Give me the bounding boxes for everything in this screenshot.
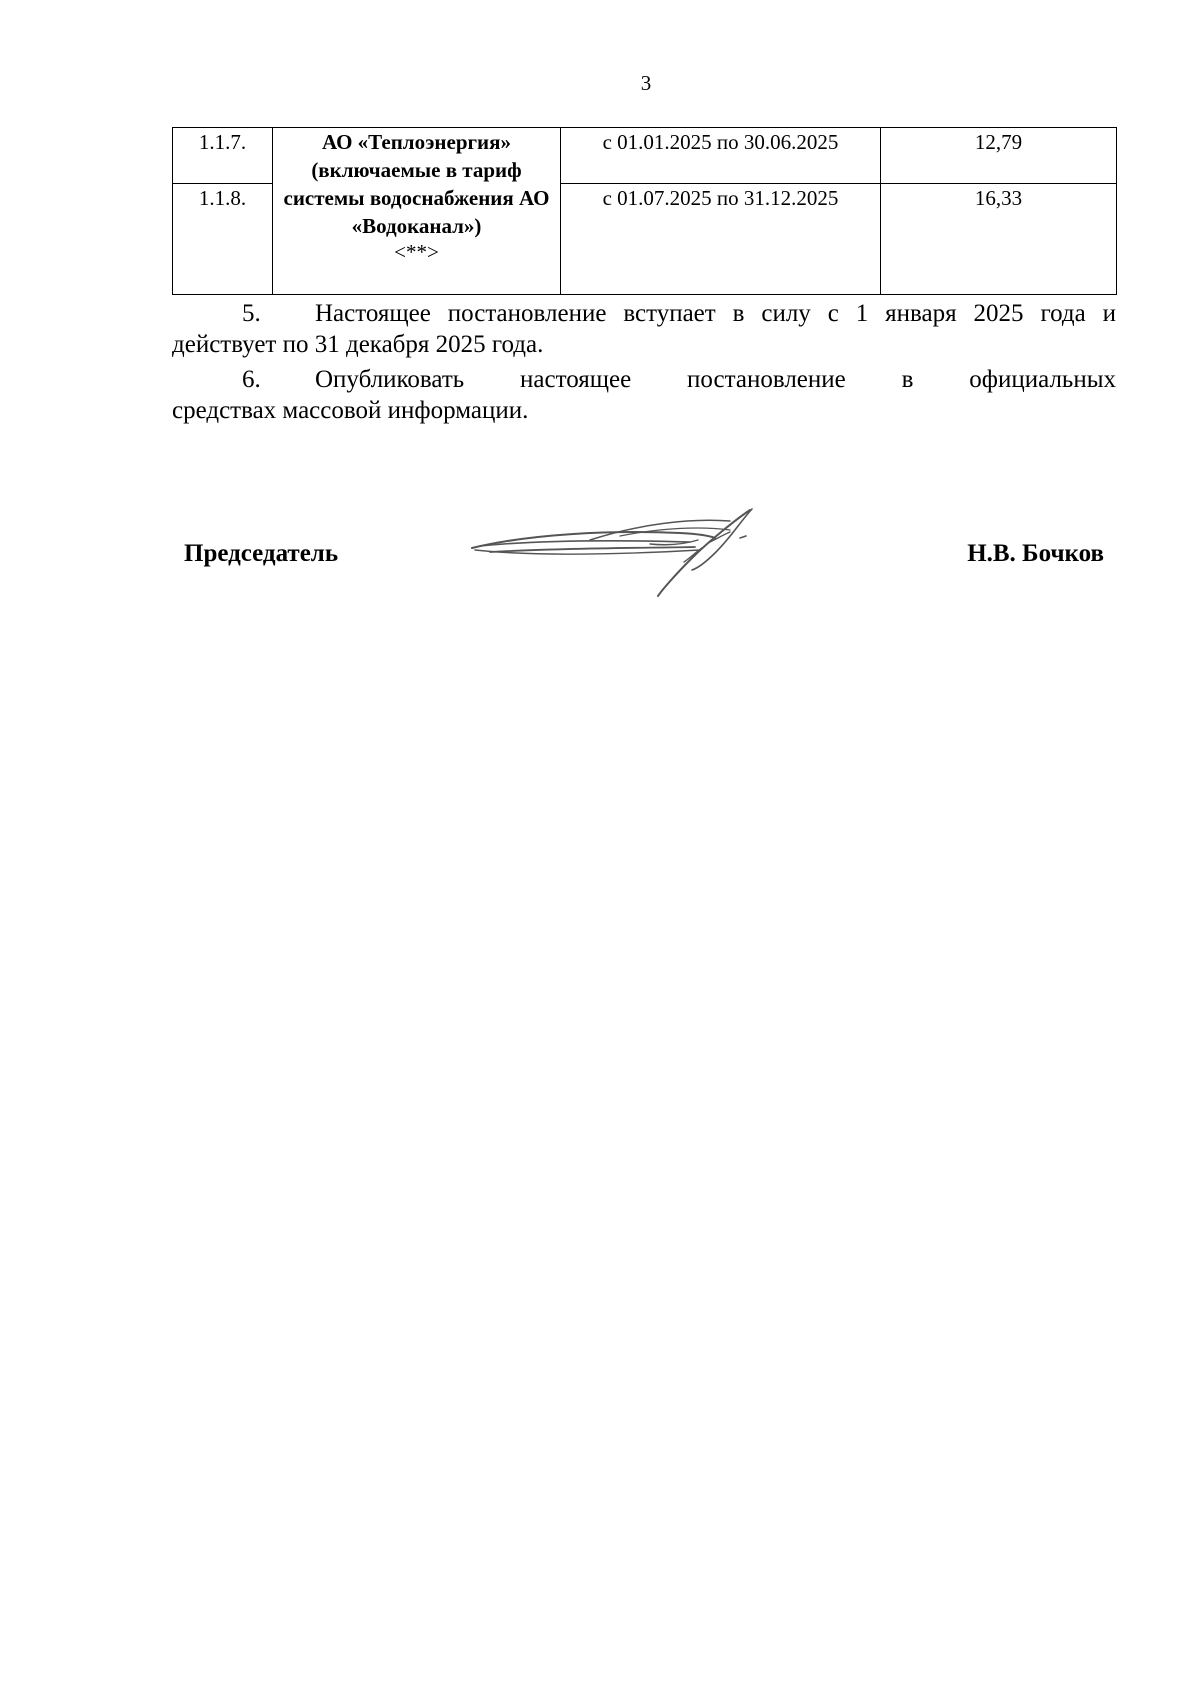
- tariff-value: 16,33: [881, 184, 1117, 295]
- clause-6: [172, 364, 1116, 426]
- clause-text-continued: средствах массовой информации.: [172, 397, 529, 424]
- signatory-position: Председатель: [184, 540, 339, 567]
- tariff-period: с 01.07.2025 по 31.12.2025: [561, 184, 881, 295]
- tariff-value: 12,79: [881, 128, 1117, 184]
- clause-first-line: [172, 298, 1116, 329]
- row-number: 1.1.8.: [173, 184, 273, 295]
- clause-number: 5.: [242, 300, 261, 327]
- organization-note: <**>: [394, 240, 439, 264]
- tariff-table: [172, 127, 1117, 295]
- clause-text: Опубликовать настоящее постановление в официальных: [315, 366, 1116, 393]
- clause-first-line: [172, 364, 1116, 395]
- clause-5: [172, 298, 1116, 360]
- organization-name: АО «Теплоэнергия» (включаемые в тариф системы водоснабжения АО «Водоканал»): [283, 130, 550, 238]
- clause-text-continued: действует по 31 декабря 2025 года.: [172, 331, 544, 358]
- organization-cell: [273, 128, 561, 295]
- signatory-name: Н.В. Бочков: [967, 540, 1104, 567]
- handwritten-signature: [470, 500, 790, 600]
- clause-number: 6.: [242, 366, 261, 393]
- clause-text: Настоящее постановление вступает в силу с 1 января 2025 года и: [315, 300, 1116, 327]
- row-number: 1.1.7.: [173, 128, 273, 184]
- table-row: [173, 128, 1117, 184]
- tariff-period: с 01.01.2025 по 30.06.2025: [561, 128, 881, 184]
- page-number: 3: [640, 71, 652, 95]
